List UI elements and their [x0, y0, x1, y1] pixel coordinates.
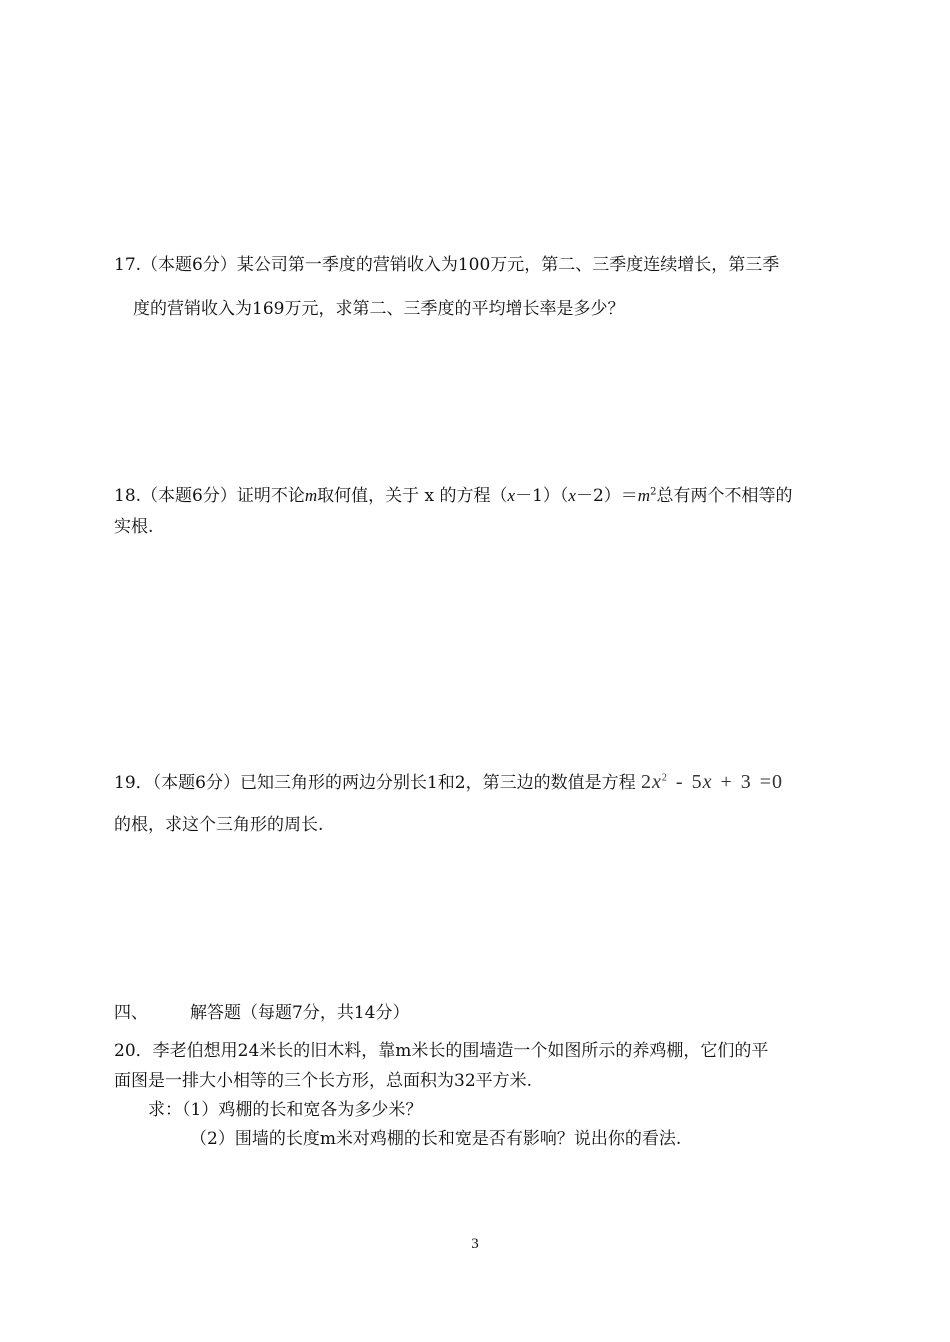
- q18-term1: －1）（: [515, 486, 569, 506]
- q18-var-x2: x: [568, 486, 576, 505]
- q18-prefix: 18.（本题6分）证明不论: [114, 486, 305, 506]
- q20-line3: 求：（1）鸡棚的长和宽各为多少米？: [148, 1100, 423, 1120]
- q19-line1: [114, 771, 783, 794]
- q19-text: 19．（本题6分）已知三角形的两边分别长1和2，第三边的数值是方程: [114, 773, 636, 793]
- q18-var-x1: x: [507, 486, 516, 505]
- q19-eq-c: 3: [740, 771, 752, 793]
- q19-eq-x2: x: [702, 771, 713, 793]
- q20-line2: 面图是一排大小相等的三个长方形，总面积为32平方米.: [114, 1071, 533, 1091]
- q18-suffix: 总有两个不相等的: [656, 486, 793, 506]
- q19-eq-rhs: =0: [759, 771, 784, 793]
- q17-line2: 度的营销收入为169万元，求第二、三季度的平均增长率是多少？: [133, 299, 625, 319]
- q18-line2: 实根.: [114, 517, 154, 537]
- q19-line2: 的根，求这个三角形的周长.: [114, 815, 324, 835]
- q20-line1: 20．李老伯想用24米长的旧木料，靠m米长的围墙造一个如图所示的养鸡棚，它们的平: [114, 1041, 769, 1061]
- q19-eq-x: x: [652, 771, 662, 793]
- section4-number: 四、: [114, 1003, 148, 1023]
- page-number: 3: [471, 1236, 479, 1252]
- q19-eq-exp: 2: [661, 772, 668, 784]
- q19-eq-b: 5: [691, 771, 703, 793]
- q18-exponent: 2: [650, 486, 657, 498]
- q19-eq-op2: +: [720, 771, 733, 793]
- q20-line4: （2）围墙的长度m米对鸡棚的长和宽是否有影响？说出你的看法.: [190, 1129, 682, 1149]
- q18-var-m: m: [304, 486, 318, 505]
- section4-title: 解答题（每题7分，共14分）: [190, 1003, 410, 1023]
- q19-eq-op1: -: [675, 771, 684, 793]
- q18-line1: [114, 485, 792, 507]
- q19-eq-coef: 2: [641, 771, 652, 793]
- q18-mid: 取何值，关于 x 的方程（: [317, 486, 508, 506]
- q18-var-m2: m: [637, 486, 651, 505]
- q17-line1: 17.（本题6分）某公司第一季度的营销收入为100万元，第二、三季度连续增长，第三季: [114, 255, 780, 275]
- q19-equation: [641, 771, 783, 793]
- q18-term2: －2）＝: [575, 486, 638, 506]
